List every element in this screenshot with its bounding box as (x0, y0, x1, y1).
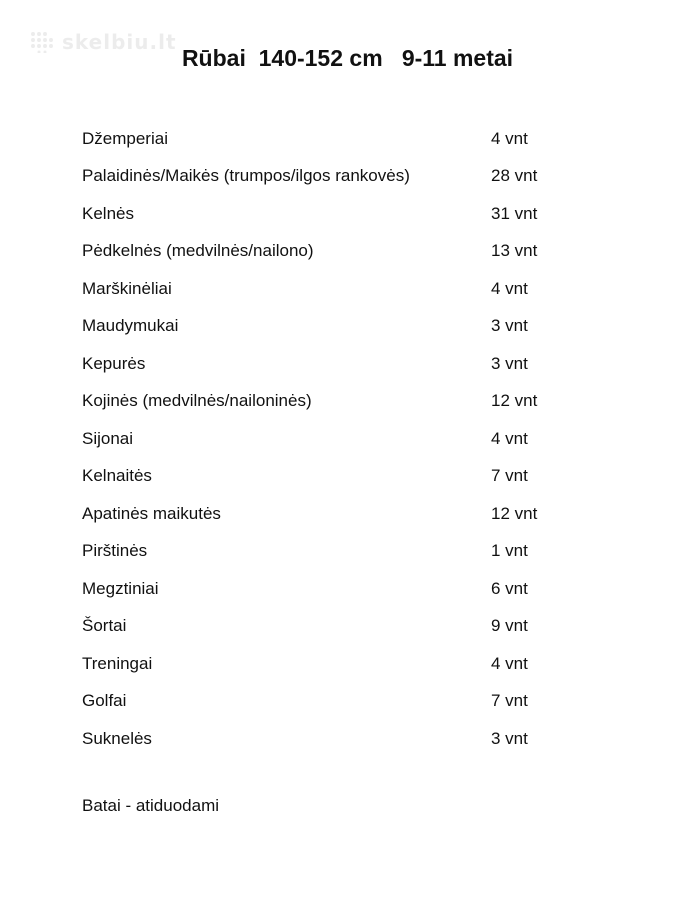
list-item (82, 345, 602, 383)
item-quantity: 4 vnt (491, 653, 528, 673)
item-name: Maudymukai (82, 316, 179, 336)
item-quantity: 4 vnt (491, 128, 528, 148)
item-name: Kelnės (82, 203, 134, 223)
list-item (82, 570, 602, 608)
list-item (82, 533, 602, 571)
item-name: Palaidinės/Maikės (trumpos/ilgos rankovės) (82, 166, 410, 186)
list-item (82, 608, 602, 646)
item-name: Kelnaitės (82, 466, 152, 486)
page-title: Rūbai 140-152 cm 9-11 metai (181, 45, 514, 71)
item-name: Šortai (82, 616, 127, 636)
item-name: Suknelės (82, 728, 152, 748)
item-name: Sijonai (82, 428, 134, 448)
item-name: Kepurės (82, 353, 146, 373)
item-quantity: 4 vnt (491, 278, 528, 298)
item-quantity: 13 vnt (491, 241, 538, 261)
item-name: Džemperiai (82, 128, 168, 148)
list-item (82, 720, 602, 758)
watermark-text: skelbiu.lt (62, 30, 177, 54)
list-item (82, 158, 602, 196)
item-name: Treningai (82, 653, 153, 673)
item-name: Kojinės (medvilnės/nailoninės) (82, 391, 312, 411)
item-quantity: 28 vnt (491, 166, 538, 186)
list-item (82, 495, 602, 533)
item-quantity: 6 vnt (491, 578, 528, 598)
list-item (82, 383, 602, 421)
list-item (82, 420, 602, 458)
clothing-list (82, 120, 602, 758)
item-name: Golfai (82, 691, 127, 711)
list-item (82, 308, 602, 346)
item-quantity: 7 vnt (491, 466, 528, 486)
item-quantity: 3 vnt (491, 728, 528, 748)
list-item (82, 270, 602, 308)
item-quantity: 31 vnt (491, 203, 538, 223)
list-item (82, 458, 602, 496)
item-quantity: 9 vnt (491, 616, 528, 636)
footer-note: Batai - atiduodami (82, 796, 220, 815)
item-quantity: 3 vnt (491, 353, 528, 373)
item-quantity: 7 vnt (491, 691, 528, 711)
list-item (82, 233, 602, 271)
list-item (82, 195, 602, 233)
list-item (82, 645, 602, 683)
item-name: Pirštinės (82, 541, 148, 561)
item-quantity: 3 vnt (491, 316, 528, 336)
item-name: Megztiniai (82, 578, 159, 598)
item-quantity: 12 vnt (491, 503, 538, 523)
item-name: Marškinėliai (82, 278, 172, 298)
list-item (82, 120, 602, 158)
item-quantity: 12 vnt (491, 391, 538, 411)
item-name: Apatinės maikutės (82, 503, 221, 523)
item-quantity: 1 vnt (491, 541, 528, 561)
list-item (82, 683, 602, 721)
item-quantity: 4 vnt (491, 428, 528, 448)
item-name: Pėdkelnės (medvilnės/nailono) (82, 241, 314, 261)
